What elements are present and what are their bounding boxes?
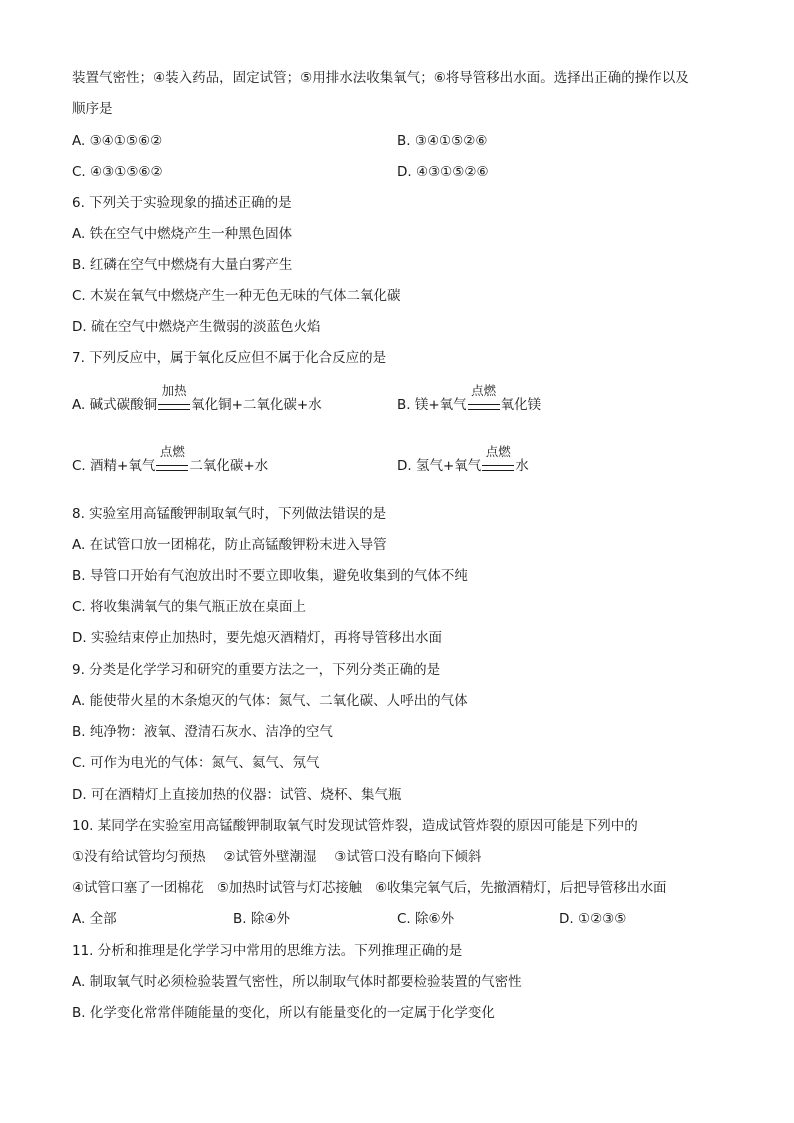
q8-option-b: B. 导管口开始有气泡放出时不要立即收集，避免收集到的气体不纯 <box>72 568 468 584</box>
q7-option-d: D. 氢气+氧气 点燃 水 <box>397 444 529 474</box>
q7-b-reactants: 镁+氧气 <box>414 397 467 413</box>
equals-sign-icon <box>482 465 514 471</box>
q7-c-reactants: 酒精+氧气 <box>90 458 156 474</box>
q8-stem: 8. 实验室用高锰酸钾制取氧气时，下列做法错误的是 <box>72 506 387 522</box>
q7-a-reactants: 碱式碳酸铜 <box>89 397 158 413</box>
q9-option-c: C. 可作为电光的气体：氮气、氦气、氖气 <box>72 755 320 771</box>
equals-sign-icon <box>158 404 190 410</box>
q11-stem: 11. 分析和推理是化学学习中常用的思维方法。下列推理正确的是 <box>72 943 463 959</box>
q6-option-d: D. 硫在空气中燃烧产生微弱的淡蓝色火焰 <box>72 319 321 335</box>
q7-c-products: 二氧化碳+水 <box>189 458 269 474</box>
q10-stem: 10. 某同学在实验室用高锰酸钾制取氧气时发现试管炸裂，造成试管炸裂的原因可能是下列中的 <box>72 818 638 834</box>
q7-b-condition: 点燃 <box>471 383 497 398</box>
q9-option-b: B. 纯净物：液氧、澄清石灰水、洁净的空气 <box>72 724 333 740</box>
q10-option-b: B. 除④外 <box>233 911 290 927</box>
q7-c-condition: 点燃 <box>159 444 185 459</box>
q7-option-c: C. 酒精+氧气 点燃 二氧化碳+水 <box>72 444 269 474</box>
reaction-arrow-c <box>155 444 189 476</box>
q7-b-products: 氧化镁 <box>500 397 542 413</box>
q7-stem: 7. 下列反应中，属于氧化反应但不属于化合反应的是 <box>72 350 387 366</box>
q7-d-condition: 点燃 <box>485 444 511 459</box>
q10-items-line-2: ④试管口塞了一团棉花 ⑤加热时试管与灯芯接触 ⑥收集完氧气后，先撤酒精灯，后把导管移出水面 <box>72 880 667 896</box>
q7-d-reactants: 氢气+氧气 <box>415 458 482 474</box>
equals-sign-icon <box>468 404 500 410</box>
q8-option-c: C. 将收集满氧气的集气瓶正放在桌面上 <box>72 599 307 615</box>
q6-stem: 6. 下列关于实验现象的描述正确的是 <box>72 195 292 211</box>
intro-line-2: 顺序是 <box>72 101 113 117</box>
q10-items-line-1: ①没有给试管均匀预热 ②试管外壁潮湿 ③试管口没有略向下倾斜 <box>72 849 482 865</box>
reaction-arrow-b <box>467 383 501 415</box>
q10-option-a: A. 全部 <box>72 911 117 927</box>
q6-option-a: A. 铁在空气中燃烧产生一种黑色固体 <box>72 226 293 242</box>
reaction-arrow-a <box>157 383 191 415</box>
q7-option-b: B. 镁+氧气 点燃 氧化镁 <box>397 383 542 413</box>
q9-option-a: A. 能使带火星的木条熄灭的气体：氮气、二氧化碳、人呼出的气体 <box>72 693 468 709</box>
q6-option-b: B. 红磷在空气中燃烧有大量白雾产生 <box>72 257 293 273</box>
q10-option-d: D. ①②③⑤ <box>559 911 627 927</box>
q8-option-a: A. 在试管口放一团棉花，防止高锰酸钾粉末进入导管 <box>72 537 387 553</box>
q11-option-b: B. 化学变化常常伴随能量的变化，所以有能量变化的一定属于化学变化 <box>72 1005 495 1021</box>
q5-option-c: C. ④③①⑤⑥② <box>72 164 163 180</box>
equals-sign-icon <box>156 465 188 471</box>
q8-option-d: D. 实验结束停止加热时，要先熄灭酒精灯，再将导管移出水面 <box>72 630 442 646</box>
q7-a-condition: 加热 <box>161 383 187 398</box>
q9-option-d: D. 可在酒精灯上直接加热的仪器：试管、烧杯、集气瓶 <box>72 787 402 803</box>
q5-option-b: B. ③④①⑤②⑥ <box>397 133 488 149</box>
q6-option-c: C. 木炭在氧气中燃烧产生一种无色无味的气体二氧化碳 <box>72 288 401 304</box>
q11-option-a: A. 制取氧气时必须检验装置气密性，所以制取气体时都要检验装置的气密性 <box>72 974 522 990</box>
q5-option-a: A. ③④①⑤⑥② <box>72 133 163 149</box>
q10-option-c: C. 除⑥外 <box>397 911 455 927</box>
q7-d-products: 水 <box>515 458 529 474</box>
intro-line-1: 装置气密性；④装入药品，固定试管；⑤用排水法收集氧气；⑥将导管移出水面。选择出正确的操作以及 <box>72 70 689 86</box>
q5-option-d: D. ④③①⑤②⑥ <box>397 164 489 180</box>
q7-a-products: 氧化铜+二氧化碳+水 <box>191 397 322 413</box>
q7-option-a: A. 碱式碳酸铜 加热 氧化铜+二氧化碳+水 <box>72 383 322 413</box>
reaction-arrow-d <box>481 444 515 476</box>
q9-stem: 9. 分类是化学学习和研究的重要方法之一，下列分类正确的是 <box>72 662 441 678</box>
